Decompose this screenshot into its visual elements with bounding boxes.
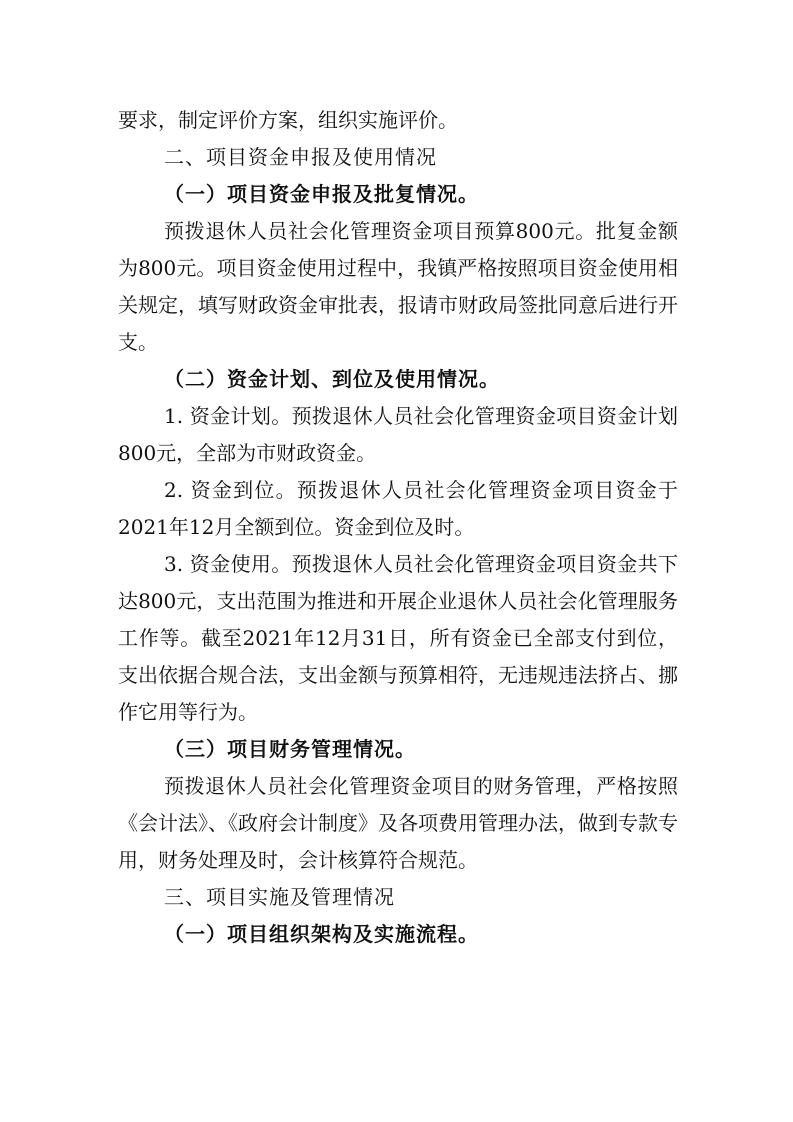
paragraph-fund-usage: 3. 资金使用。预拨退休人员社会化管理资金项目资金共下达800元，支出范围为推进和开展企业退休人员社会化管理服务工作等。截至2021年12月31日，所有资金已全部支付到位，支出依据合规合法，支出金额与预算相符，无违规违法挤占、挪作它用等行为。 [118,552,678,724]
subsection-heading-plan: （二）资金计划、到位及使用情况。 [164,367,500,391]
document-page [118,102,678,953]
subsection-heading-finance: （三）项目财务管理情况。 [164,737,416,761]
paragraph-fund-arrival: 2. 资金到位。预拨退休人员社会化管理资金项目资金于2021年12月全额到位。资金到位及时。 [118,478,678,539]
section-heading-implementation: 三、项目实施及管理情况 [164,885,395,909]
paragraph-application: 预拨退休人员社会化管理资金项目预算800元。批复金额为800元。项目资金使用过程中，我镇严格按照项目资金使用相关规定，填写财政资金审批表，报请市财政局签批同意后进行开支。 [118,219,678,354]
paragraph-eval-requirement: 要求，制定评价方案，组织实施评价。 [118,108,458,132]
section-heading-funds: 二、项目资金申报及使用情况 [164,145,437,169]
subsection-heading-organization: （一）项目组织架构及实施流程。 [164,922,479,946]
subsection-heading-application: （一）项目资金申报及批复情况。 [164,182,479,206]
paragraph-finance: 预拨退休人员社会化管理资金项目的财务管理，严格按照《会计法》、《政府会计制度》及各项费用管理办法，做到专款专用，财务处理及时，会计核算符合规范。 [118,774,678,872]
paragraph-fund-plan: 1. 资金计划。预拨退休人员社会化管理资金项目资金计划800元，全部为市财政资金。 [118,404,678,465]
